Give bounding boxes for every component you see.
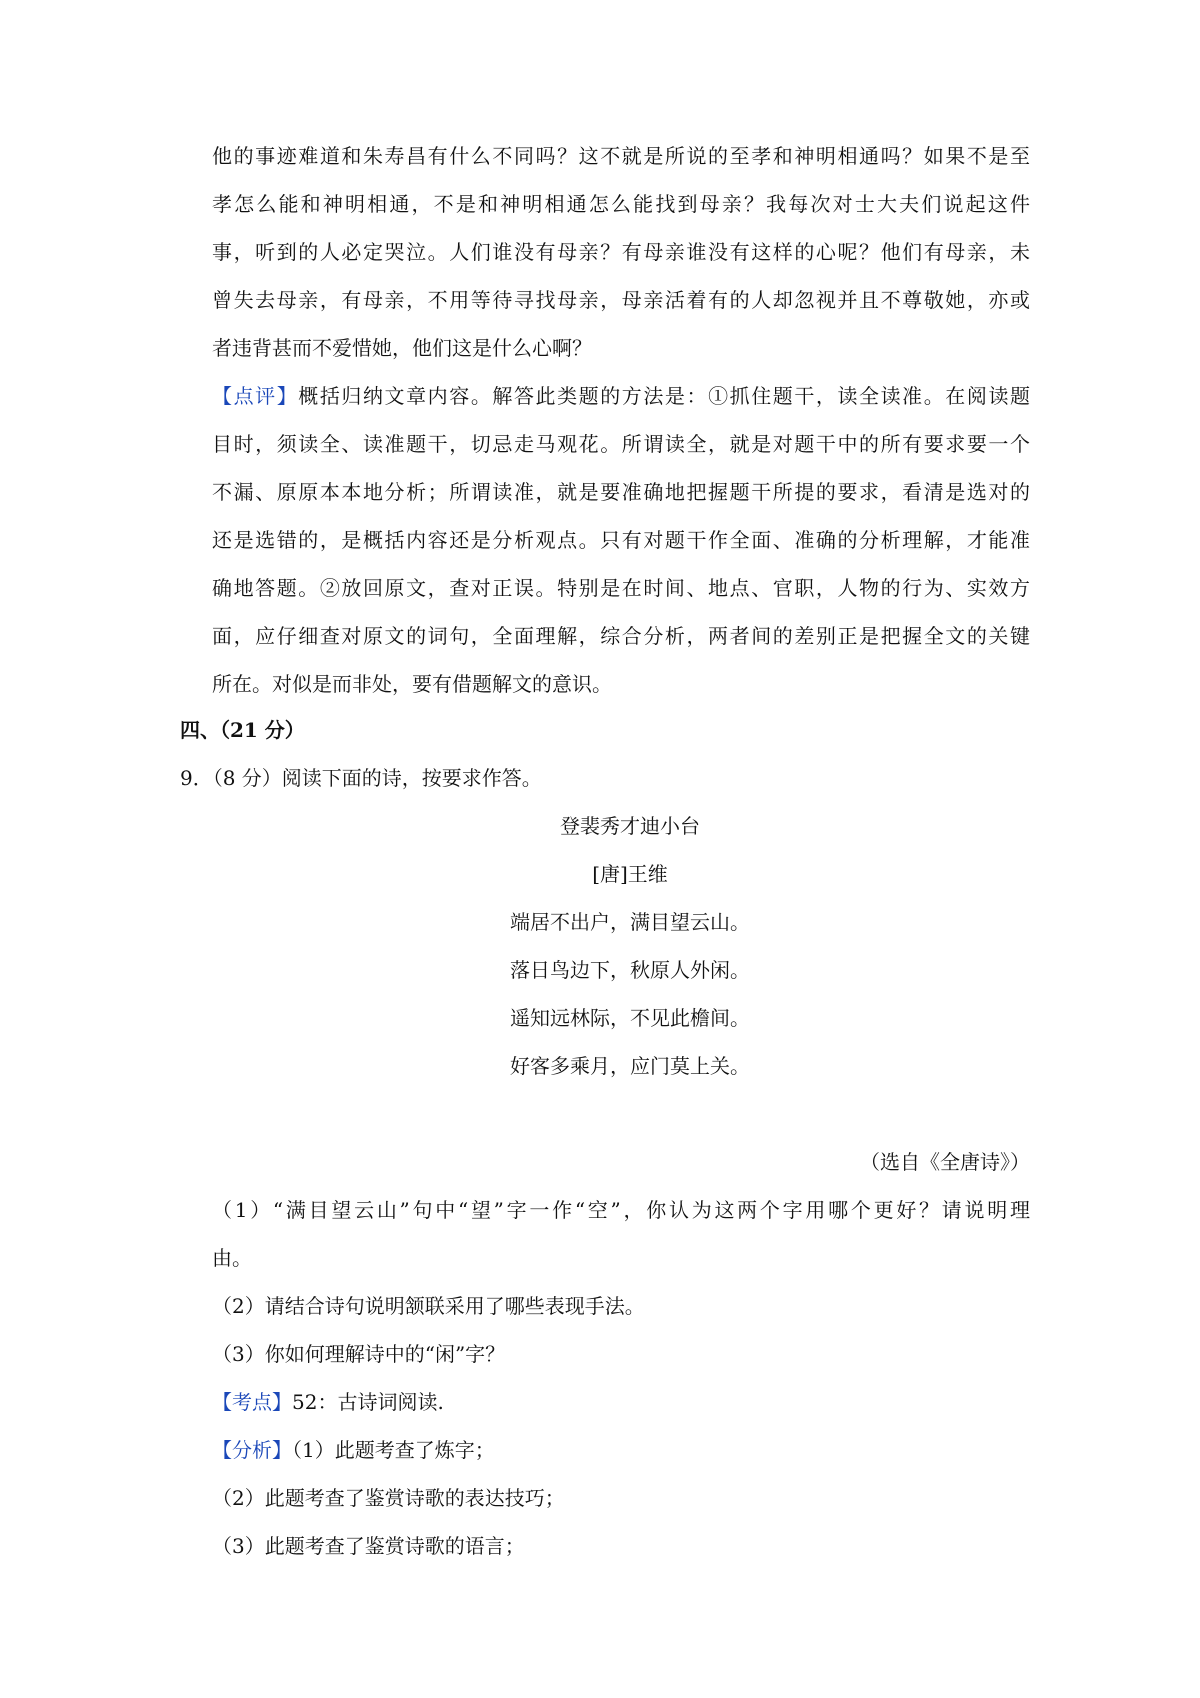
sub-question-3: （3）你如何理解诗中的“闲”字？ bbox=[212, 1342, 506, 1366]
sub-question-1-line-1: （1）“满目望云山”句中“望”字一作“空”，你认为这两个字用哪个更好？请说明理 bbox=[212, 1198, 1030, 1222]
kaodian-text: 52：古诗词阅读. bbox=[292, 1390, 444, 1414]
poem-title: 登裴秀才迪小台 bbox=[560, 814, 700, 838]
poem-line-1: 端居不出户，满目望云山。 bbox=[510, 910, 750, 934]
comment-line-2: 目时，须读全、读准题干，切忌走马观花。所谓读全，就是对题干中的所有要求要一个 bbox=[212, 432, 1030, 456]
poem-author: [唐]王维 bbox=[592, 862, 668, 886]
translation-line-5: 者违背甚而不爱惜她，他们这是什么心啊？ bbox=[212, 336, 592, 360]
comment-line-3: 不漏、原原本本地分析；所谓读准，就是要准确地把握题干所提的要求，看清是选对的 bbox=[212, 480, 1030, 504]
kaodian-tag: 【考点】 bbox=[212, 1390, 292, 1414]
section-heading: 四、（21 分） bbox=[180, 718, 305, 742]
fenxi-line-3: （3）此题考查了鉴赏诗歌的语言； bbox=[212, 1534, 525, 1558]
comment-text: 概括归纳文章内容。解答此类题的方法是：①抓住题干，读全读准。在阅读题 bbox=[298, 384, 1030, 408]
comment-line-7: 所在。对似是而非处，要有借题解文的意识。 bbox=[212, 672, 612, 696]
fenxi-text-1: （1）此题考查了炼字； bbox=[292, 1438, 495, 1462]
comment-line-4: 还是选错的，是概括内容还是分析观点。只有对题干作全面、准确的分析理解，才能准 bbox=[212, 528, 1030, 552]
poem-line-3: 遥知远林际，不见此檐间。 bbox=[510, 1006, 750, 1030]
sub-question-2: （2）请结合诗句说明颔联采用了哪些表现手法。 bbox=[212, 1294, 645, 1318]
translation-line-4: 曾失去母亲，有母亲，不用等待寻找母亲，母亲活着有的人却忽视并且不尊敬她，亦或 bbox=[212, 288, 1030, 312]
comment-first-line bbox=[212, 372, 1030, 420]
fenxi-line-1 bbox=[212, 1426, 1030, 1474]
translation-line-1: 他的事迹难道和朱寿昌有什么不同吗？这不就是所说的至孝和神明相通吗？如果不是至 bbox=[212, 144, 1030, 168]
comment-tag: 【点评】 bbox=[212, 384, 299, 408]
translation-line-3: 事，听到的人必定哭泣。人们谁没有母亲？有母亲谁没有这样的心呢？他们有母亲，未 bbox=[212, 240, 1030, 264]
sub-question-1-line-2: 由。 bbox=[212, 1246, 252, 1270]
comment-line-6: 面，应仔细查对原文的词句，全面理解，综合分析，两者间的差别正是把握全文的关键 bbox=[212, 624, 1030, 648]
fenxi-tag: 【分析】 bbox=[212, 1438, 292, 1462]
poem-line-4: 好客多乘月，应门莫上关。 bbox=[510, 1054, 750, 1078]
poem-line-2: 落日鸟边下，秋原人外闲。 bbox=[510, 958, 750, 982]
comment-line-5: 确地答题。②放回原文，查对正误。特别是在时间、地点、官职，人物的行为、实效方 bbox=[212, 576, 1030, 600]
question-9-stem: 9．（8 分）阅读下面的诗，按要求作答。 bbox=[180, 766, 542, 790]
translation-line-2: 孝怎么能和神明相通，不是和神明相通怎么能找到母亲？我每次对士大夫们说起这件 bbox=[212, 192, 1030, 216]
fenxi-line-2: （2）此题考查了鉴赏诗歌的表达技巧； bbox=[212, 1486, 565, 1510]
kaodian-line bbox=[212, 1378, 1030, 1426]
poem-source: （选自《全唐诗》） bbox=[860, 1150, 1030, 1174]
